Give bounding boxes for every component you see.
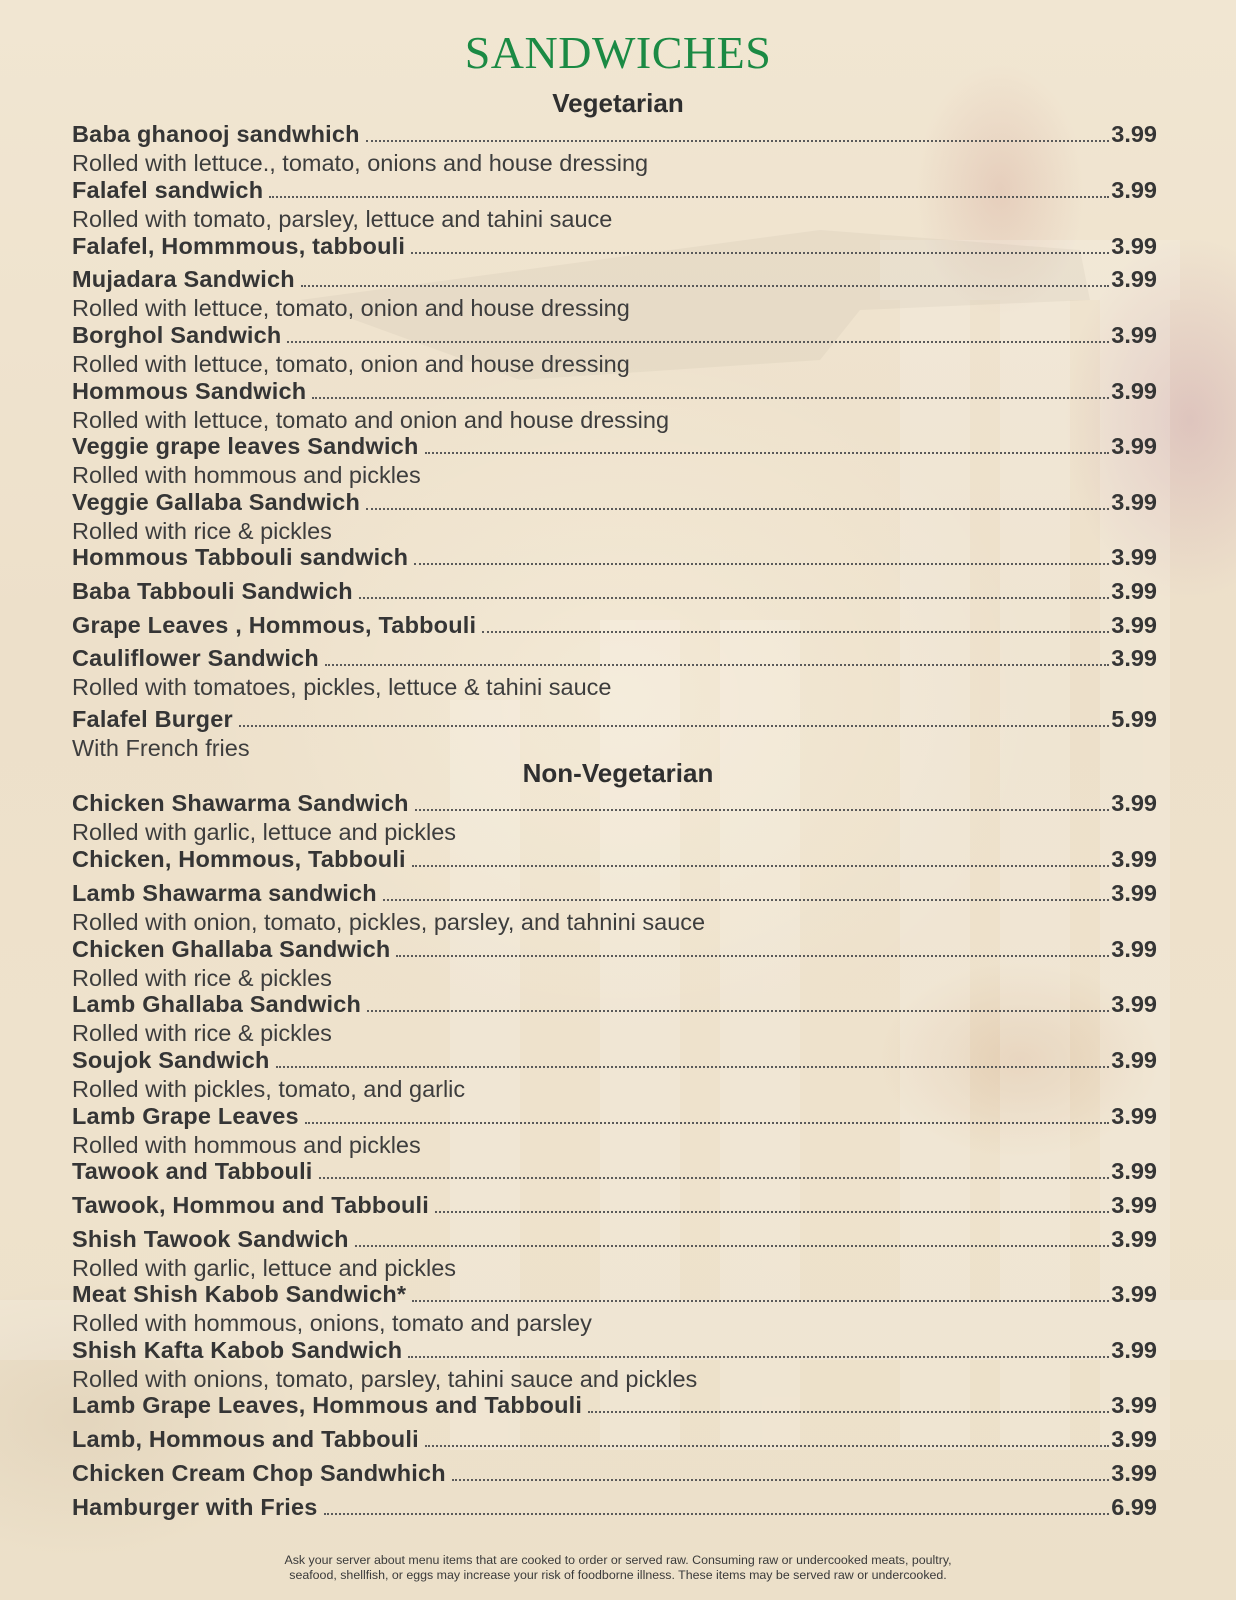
- dot-leader: [359, 597, 1109, 599]
- menu-item: [72, 933, 1157, 961]
- item-name: Cauliflower Sandwich: [72, 644, 319, 671]
- section-heading: Non-Vegetarian: [522, 758, 714, 788]
- item-price: 3.99: [1111, 120, 1157, 147]
- item-description: Rolled with garlic, lettuce and pickles: [72, 819, 457, 845]
- item-price: 3.99: [1111, 1336, 1157, 1363]
- item-price: 3.99: [1111, 543, 1157, 570]
- menu-item: [72, 642, 1157, 670]
- item-name: Falafel sandwich: [72, 176, 264, 203]
- item-price: 3.99: [1111, 1046, 1157, 1073]
- item-description: Rolled with hommous and pickles: [72, 1132, 421, 1158]
- disclaimer-line: seafood, shellfish, or eggs may increase your risk of foodborne illness. These items may be served raw or undercooked.: [289, 1568, 947, 1582]
- item-name: Lamb Grape Leaves, Hommous and Tabbouli: [72, 1391, 583, 1418]
- menu-item: [72, 1044, 1157, 1072]
- dot-leader: [301, 285, 1109, 287]
- dot-leader: [324, 1513, 1110, 1515]
- item-name: Baba Tabbouli Sandwich: [72, 577, 353, 604]
- menu-title: SANDWICHES: [464, 27, 772, 78]
- dot-leader: [452, 1479, 1109, 1481]
- disclaimer-line: Ask your server about menu items that are cooked to order or served raw. Consuming raw or undercooked meats, poultry,: [284, 1553, 952, 1567]
- menu-item: [72, 703, 1157, 731]
- item-description: Rolled with hommous and pickles: [72, 462, 421, 488]
- dot-leader: [415, 809, 1110, 811]
- item-name: Chicken Cream Chop Sandwhich: [72, 1459, 446, 1486]
- item-name: Meat Shish Kabob Sandwich*: [72, 1280, 407, 1307]
- food-safety-disclaimer: [200, 1553, 1036, 1583]
- dot-leader: [425, 1445, 1109, 1447]
- item-price: 6.99: [1111, 1493, 1157, 1520]
- item-description: Rolled with hommous, onions, tomato and parsley: [72, 1310, 592, 1336]
- menu-item: [72, 1278, 1157, 1306]
- dot-leader: [367, 1010, 1109, 1012]
- menu-item: [72, 843, 1157, 871]
- dot-leader: [408, 1356, 1109, 1358]
- menu-item: [72, 486, 1157, 514]
- item-name: Chicken Shawarma Sandwich: [72, 789, 409, 816]
- item-price: 3.99: [1111, 377, 1157, 404]
- menu-item: [72, 319, 1157, 347]
- item-price: 3.99: [1111, 879, 1157, 906]
- menu-item: [72, 263, 1157, 291]
- item-name: Veggie Gallaba Sandwich: [72, 488, 360, 515]
- item-description: Rolled with pickles, tomato, and garlic: [72, 1076, 466, 1102]
- dot-leader: [312, 397, 1109, 399]
- dot-leader: [411, 252, 1109, 254]
- item-price: 3.99: [1111, 644, 1157, 671]
- menu-item: [72, 1457, 1157, 1485]
- menu-item: [72, 787, 1157, 815]
- item-name: Hamburger with Fries: [72, 1493, 318, 1520]
- menu-item: [72, 1334, 1157, 1362]
- dot-leader: [396, 955, 1109, 957]
- item-name: Shish Kafta Kabob Sandwich: [72, 1336, 403, 1363]
- menu-item: [72, 1155, 1157, 1183]
- item-price: 3.99: [1111, 321, 1157, 348]
- menu-item: [72, 375, 1157, 403]
- dot-leader: [269, 196, 1109, 198]
- dot-leader: [414, 563, 1109, 565]
- item-description: Rolled with rice & pickles: [72, 518, 332, 544]
- item-description: Rolled with lettuce, tomato and onion and house dressing: [72, 407, 670, 433]
- item-price: 3.99: [1111, 1225, 1157, 1252]
- item-description: Rolled with tomato, parsley, lettuce and tahini sauce: [72, 206, 613, 232]
- dot-leader: [305, 1122, 1109, 1124]
- item-price: 3.99: [1111, 1425, 1157, 1452]
- item-name: Tawook and Tabbouli: [72, 1157, 313, 1184]
- item-price: 3.99: [1111, 990, 1157, 1017]
- dot-leader: [435, 1211, 1109, 1213]
- dot-leader: [412, 865, 1109, 867]
- item-description: Rolled with lettuce, tomato, onion and house dressing: [72, 351, 630, 377]
- dot-leader: [239, 725, 1109, 727]
- dot-leader: [412, 1300, 1109, 1302]
- menu-item: [72, 1423, 1157, 1451]
- item-price: 3.99: [1111, 1280, 1157, 1307]
- item-price: 3.99: [1111, 1157, 1157, 1184]
- item-name: Grape Leaves , Hommous, Tabbouli: [72, 611, 477, 638]
- item-name: Chicken, Hommous, Tabbouli: [72, 845, 406, 872]
- item-price: 3.99: [1111, 1102, 1157, 1129]
- item-name: Hommous Tabbouli sandwich: [72, 543, 409, 570]
- menu-item: [72, 1223, 1157, 1251]
- item-name: Falafel, Hommmous, tabbouli: [72, 232, 406, 259]
- item-name: Lamb Grape Leaves: [72, 1102, 299, 1129]
- dot-leader: [366, 508, 1109, 510]
- menu-item: [72, 174, 1157, 202]
- menu-item: [72, 1189, 1157, 1217]
- item-price: 3.99: [1111, 845, 1157, 872]
- item-description: Rolled with garlic, lettuce and pickles: [72, 1255, 457, 1281]
- menu-item: [72, 988, 1157, 1016]
- item-price: 3.99: [1111, 1459, 1157, 1486]
- item-name: Veggie grape leaves Sandwich: [72, 432, 419, 459]
- item-name: Tawook, Hommou and Tabbouli: [72, 1191, 430, 1218]
- item-description: Rolled with rice & pickles: [72, 1020, 332, 1046]
- menu-item: [72, 118, 1157, 146]
- item-description: Rolled with rice & pickles: [72, 965, 332, 991]
- dot-leader: [287, 341, 1109, 343]
- menu-item: [72, 230, 1157, 258]
- item-name: Lamb Ghallaba Sandwich: [72, 990, 362, 1017]
- menu-item: [72, 609, 1157, 637]
- item-price: 3.99: [1111, 1391, 1157, 1418]
- item-description: With French fries: [72, 735, 250, 761]
- item-name: Lamb, Hommous and Tabbouli: [72, 1425, 419, 1452]
- item-name: Soujok Sandwich: [72, 1046, 270, 1073]
- menu-item: [72, 1389, 1157, 1417]
- item-description: Rolled with onion, tomato, pickles, parsley, and tahnini sauce: [72, 909, 706, 935]
- item-price: 3.99: [1111, 1191, 1157, 1218]
- item-name: Chicken Ghallaba Sandwich: [72, 935, 391, 962]
- item-price: 3.99: [1111, 488, 1157, 515]
- item-name: Lamb Shawarma sandwich: [72, 879, 377, 906]
- dot-leader: [383, 899, 1109, 901]
- item-price: 5.99: [1111, 705, 1157, 732]
- item-price: 3.99: [1111, 232, 1157, 259]
- item-description: Rolled with lettuce., tomato, onions and house dressing: [72, 150, 649, 176]
- dot-leader: [425, 452, 1110, 454]
- item-price: 3.99: [1111, 577, 1157, 604]
- item-price: 3.99: [1111, 611, 1157, 638]
- menu-item: [72, 877, 1157, 905]
- menu-item: [72, 1491, 1157, 1519]
- dot-leader: [276, 1066, 1110, 1068]
- section-heading: Vegetarian: [552, 88, 684, 118]
- dot-leader: [366, 140, 1110, 142]
- dot-leader: [482, 631, 1109, 633]
- item-description: Rolled with tomatoes, pickles, lettuce & tahini sauce: [72, 674, 612, 700]
- item-price: 3.99: [1111, 176, 1157, 203]
- item-description: Rolled with lettuce, tomato, onion and house dressing: [72, 295, 630, 321]
- item-name: Mujadara Sandwich: [72, 265, 295, 292]
- dot-leader: [355, 1245, 1110, 1247]
- item-name: Borghol Sandwich: [72, 321, 282, 348]
- item-price: 3.99: [1111, 789, 1157, 816]
- item-name: Baba ghanooj sandwhich: [72, 120, 360, 147]
- menu-item: [72, 575, 1157, 603]
- dot-leader: [588, 1411, 1109, 1413]
- menu-item: [72, 430, 1157, 458]
- menu-item: [72, 541, 1157, 569]
- item-price: 3.99: [1111, 432, 1157, 459]
- menu-item: [72, 1100, 1157, 1128]
- dot-leader: [319, 1177, 1110, 1179]
- item-description: Rolled with onions, tomato, parsley, tahini sauce and pickles: [72, 1366, 698, 1392]
- item-price: 3.99: [1111, 265, 1157, 292]
- item-name: Shish Tawook Sandwich: [72, 1225, 349, 1252]
- item-price: 3.99: [1111, 935, 1157, 962]
- item-name: Hommous Sandwich: [72, 377, 307, 404]
- dot-leader: [325, 664, 1109, 666]
- item-name: Falafel Burger: [72, 705, 233, 732]
